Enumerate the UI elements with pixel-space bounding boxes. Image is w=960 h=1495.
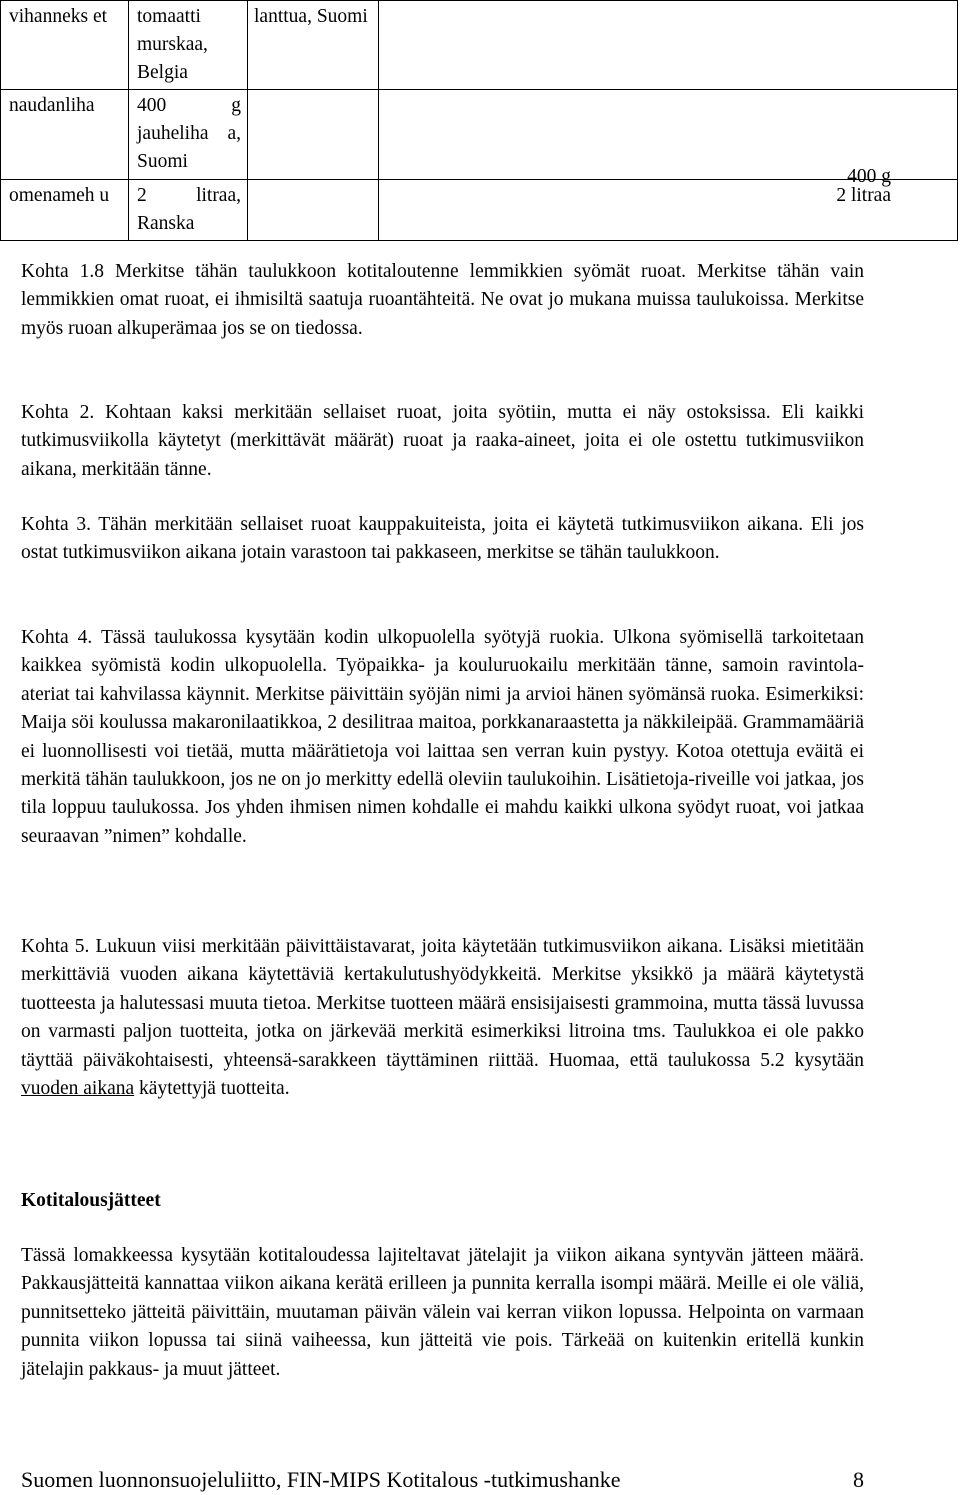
section-heading: Kotitalousjätteet <box>21 1190 161 1211</box>
footer-text: Suomen luonnonsuojeluliitto, FIN-MIPS Kotitalous -tutkimushanke <box>21 1467 621 1492</box>
paragraph-kohta-4: Kohta 4. Tässä taulukossa kysytään kodin ulkopuolella syötyjä ruokia. Ulkona syömisellä tarkoitetaan kaikkea syömistä kodin ulkopuolella. Työpaikka- ja kouluruokailu merkitään tänne, samoin ravintola-ateriat tai kahvilassa käynnit. Merkitse päivittäin syöjän nimi ja arvioi hänen syömänsä ruoka. Esimerkiksi: Maija söi koulussa makaronilaatikkoa, 2 desilitraa maitoa, porkkanaraastetta ja näkkileipää. Grammamääriä ei luonnollisesti voi tietää, mutta määrätietoja voi laittaa sen verran kuin pystyy. Kotoa otettuja eväitä ei merkitä tähän taulukkoon, jos ne on jo merkitty edellä oleviin taulukoihin. Lisätietoja-riveille voi jatkaa, jos tila loppuu taulukossa. Jos yhden ihmisen nimen kohdalle ei mahdu kaikki ulkona syödyt ruoat, voi jatkaa seuraavan ”nimen” kohdalle. <box>21 627 864 847</box>
paragraph-kohta-2: Kohta 2. Kohtaan kaksi merkitään sellaiset ruoat, joita syötiin, mutta ei näy ostoksissa. Eli kaikki tutkimusviikolla käytetyt (merkittävät määrät) ruoat ja raaka-aineet, joita ei ole ostettu tutkimusviikon aikana, merkitään tänne. <box>21 402 864 480</box>
table-cell: 400 g jauheliha a, Suomi <box>129 90 248 180</box>
table-cell: 2 litraa, Ranska <box>129 180 248 241</box>
table-row <box>1 1 958 90</box>
page-footer <box>21 1466 864 1494</box>
table-row <box>1 90 958 180</box>
paragraph-text: Kohta 5. Lukuun viisi merkitään päivittäistavarat, joita käytetään tutkimusviikon aikana. Lisäksi mietitään merkittäviä vuoden aikana käytettäviä kertakulutushyödykkeitä. Merkitse yksikkö ja määrä käytetystä tuotteesta ja halutessasi muuta tietoa. Merkitse tuotteen määrä ensisijaisesti grammoina, mutta tässä luvussa on varmasti paljon tuotteita, jotka on järkevää merkitä esimerkiksi litroina tms. Taulukkoa ei ole pakko täyttää päiväkohtaisesti, yhteensä-sarakkeen täyttäminen riittää. Huomaa, että taulukossa 5.2 kysytään <box>21 936 864 1071</box>
table-cell <box>248 90 379 180</box>
table-cell <box>379 1 958 90</box>
underlined-text: vuoden aikana <box>21 1078 135 1100</box>
table-cell: lanttua, Suomi <box>248 1 379 90</box>
paragraph-kohta-3: Kohta 3. Tähän merkitään sellaiset ruoat kauppakuiteista, joita ei käytetä tutkimusviikon aikana. Eli jos ostat tutkimusviikon aikana jotain varastoon tai pakkaseen, merkitse se tähän taulukkoon. <box>21 514 864 564</box>
paragraph-text: käytettyjä tuotteita. <box>139 1078 290 1100</box>
paragraph-kohta-1-8: Kohta 1.8 Merkitse tähän taulukkoon kotitaloutenne lemmikkien syömät ruoat. Merkitse tähän vain lemmikkien omat ruoat, ei ihmisiltä saatuja ruoantähteitä. Ne ovat jo mukana muissa taulukoissa. Merkitse myös ruoan alkuperämaa jos se on tiedossa. <box>21 261 864 339</box>
table-cell <box>248 180 379 241</box>
table-cell: naudanliha <box>1 90 129 180</box>
page-number: 8 <box>853 1467 864 1492</box>
table-cell: vihanneks et <box>1 1 129 90</box>
table-row <box>1 180 958 241</box>
table-cell: tomaatti murskaa, Belgia <box>129 1 248 90</box>
pet-food-table <box>0 0 958 241</box>
table-cell: 2 litraa <box>379 180 958 241</box>
paragraph-kohta-5 <box>21 933 864 1103</box>
paragraph-kotitalousjatteet: Tässä lomakkeessa kysytään kotitaloudessa lajiteltavat jätelajit ja viikon aikana syntyvän jätteen määrä. Pakkausjätteitä kannattaa viikon aikana kerätä erilleen ja punnita kerralla isompi määrä. Meille ei ole väliä, punnitsetteko jätteitä päivittäin, muutaman päivän välein vai kerran viikon lopussa. Helpointa on varmaan punnita viikon lopussa tai siinä vaiheessa, kun jätteitä vie pois. Tärkeää on kuitenkin eritellä kunkin jätelajin pakkaus- ja muut jätteet. <box>21 1245 864 1380</box>
table-cell: 400 g <box>379 90 958 180</box>
table-cell: omenameh u <box>1 180 129 241</box>
